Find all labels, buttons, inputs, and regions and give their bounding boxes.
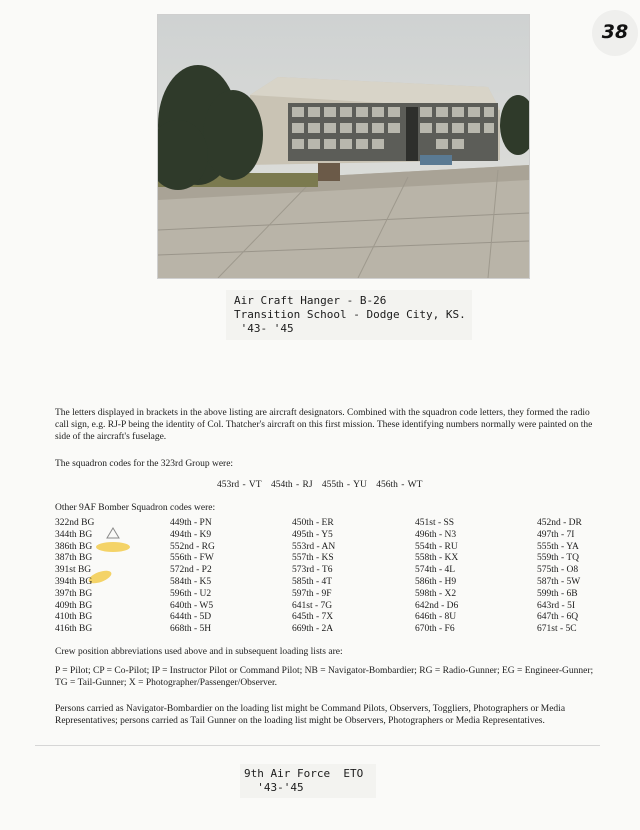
list-item: 640th - W5 [170,600,214,611]
list-item: 552nd - RG [170,541,215,552]
list-item: 553rd - AN [292,541,336,552]
footer-line-2: '43-'45 [244,781,304,794]
list-item: 644th - 5D [170,612,212,623]
abbreviations-paragraph: P = Pilot; CP = Co-Pilot; IP = Instructor Pilot or Command Pilot; NB = Navigator-Bombardier; RG = Radio-Gunner; EG = Engineer-Gunner; TG = Tail-Gunner; X = Photographer/Passenger/Observer. [55,666,594,688]
list-item: 641st - 7G [292,600,333,611]
list-item: 410th BG [55,612,93,623]
list-item: 494th - K9 [170,529,212,540]
code-453rd: 453rd - VT [217,480,262,490]
crew-abbrev-label: Crew position abbreviations used above and in subsequent loading lists are: [55,647,343,657]
page-number: 38 [592,10,638,56]
group-323-codes [217,480,428,490]
list-item: 450th - ER [292,518,334,528]
list-item: 669th - 2A [292,624,334,635]
list-item: 574th - 4L [415,565,456,576]
list-item: 599th - 6B [537,588,578,599]
persons-paragraph: Persons carried as Navigator-Bombardier on the loading list might be Command Pilots, Observers, Toggliers, Photographers or Media Representatives; persons carried as Tail Gunner on the loading list might be Observers, Photographers or Media Representatives. [55,704,566,726]
bg-column [55,518,94,636]
squadron-column-1 [170,518,215,636]
list-item: 584th - K5 [170,576,212,587]
code-455th: 455th - YU [321,480,367,490]
list-item: 556th - FW [170,553,214,564]
list-item: 451st - SS [415,518,455,528]
triangle-mark [106,527,120,539]
list-item: 573rd - T6 [292,565,333,576]
code-454th: 454th - RJ [270,480,313,490]
footer-line-1: 9th Air Force ETO [244,767,364,780]
list-item: 394th BG [55,576,93,587]
list-item: 597th - 9F [292,588,332,599]
highlight-mark-386th [96,542,130,552]
list-item: 598th - X2 [415,588,457,599]
list-item: 586th - H9 [415,576,457,587]
list-item: 496th - N3 [415,529,457,540]
list-item: 558th - KX [415,553,459,564]
squadron-column-4 [537,518,582,636]
list-item: 449th - PN [170,518,212,528]
list-item: 387th BG [55,553,93,564]
other-codes-label: Other 9AF Bomber Squadron codes were: [55,503,216,513]
list-item: 555th - YA [537,541,579,552]
squadron-column-2 [292,518,335,636]
list-item: 386th BG [55,541,93,552]
squadron-codes-label: The squadron codes for the 323rd Group were: [55,459,234,469]
squadron-column-3 [415,518,458,636]
list-item: 391st BG [55,565,92,576]
intro-paragraph: The letters displayed in brackets in the above listing are aircraft designators. Combined with the squadron code letters, they formed the radio call sign, e.g. RJ-P being the identity of Col. Thatcher's aircraft on this first mission. These identifying numbers normally were painted on the side of the aircraft's fuselage. [55,408,593,442]
list-item: 585th - 4T [292,576,333,587]
list-item: 554th - RU [415,541,458,552]
list-item: 646th - 8U [415,612,457,623]
list-item: 416th BG [55,624,93,635]
list-item: 452nd - DR [537,518,582,528]
list-item: 647th - 6Q [537,612,579,623]
list-item: 642nd - D6 [415,600,459,611]
caption-line-1: Air Craft Hanger - B-26 [234,294,387,307]
footer-caption [240,764,376,798]
list-item: 671st - 5C [537,624,577,635]
list-item: 668th - 5H [170,624,212,635]
list-item: 397th BG [55,588,93,599]
caption-line-3: '43- '45 [234,322,294,335]
list-item: 559th - TQ [537,553,580,564]
list-item: 645th - 7X [292,612,334,623]
list-item: 572nd - P2 [170,565,212,576]
list-item: 670th - F6 [415,624,455,635]
list-item: 497th - 7I [537,529,575,540]
list-item: 643rd - 5I [537,600,575,611]
photo-caption [226,290,472,340]
list-item: 322nd BG [55,518,95,528]
hangar-photo [157,14,530,279]
list-item: 575th - O8 [537,565,579,576]
list-item: 587th - 5W [537,576,581,587]
code-456th: 456th - WT [376,480,423,490]
list-item: 409th BG [55,600,93,611]
divider [35,745,600,746]
caption-line-2: Transition School - Dodge City, KS. [234,308,466,321]
list-item: 344th BG [55,529,93,540]
list-item: 557th - KS [292,553,334,564]
list-item: 495th - Y5 [292,529,333,540]
list-item: 596th - U2 [170,588,212,599]
